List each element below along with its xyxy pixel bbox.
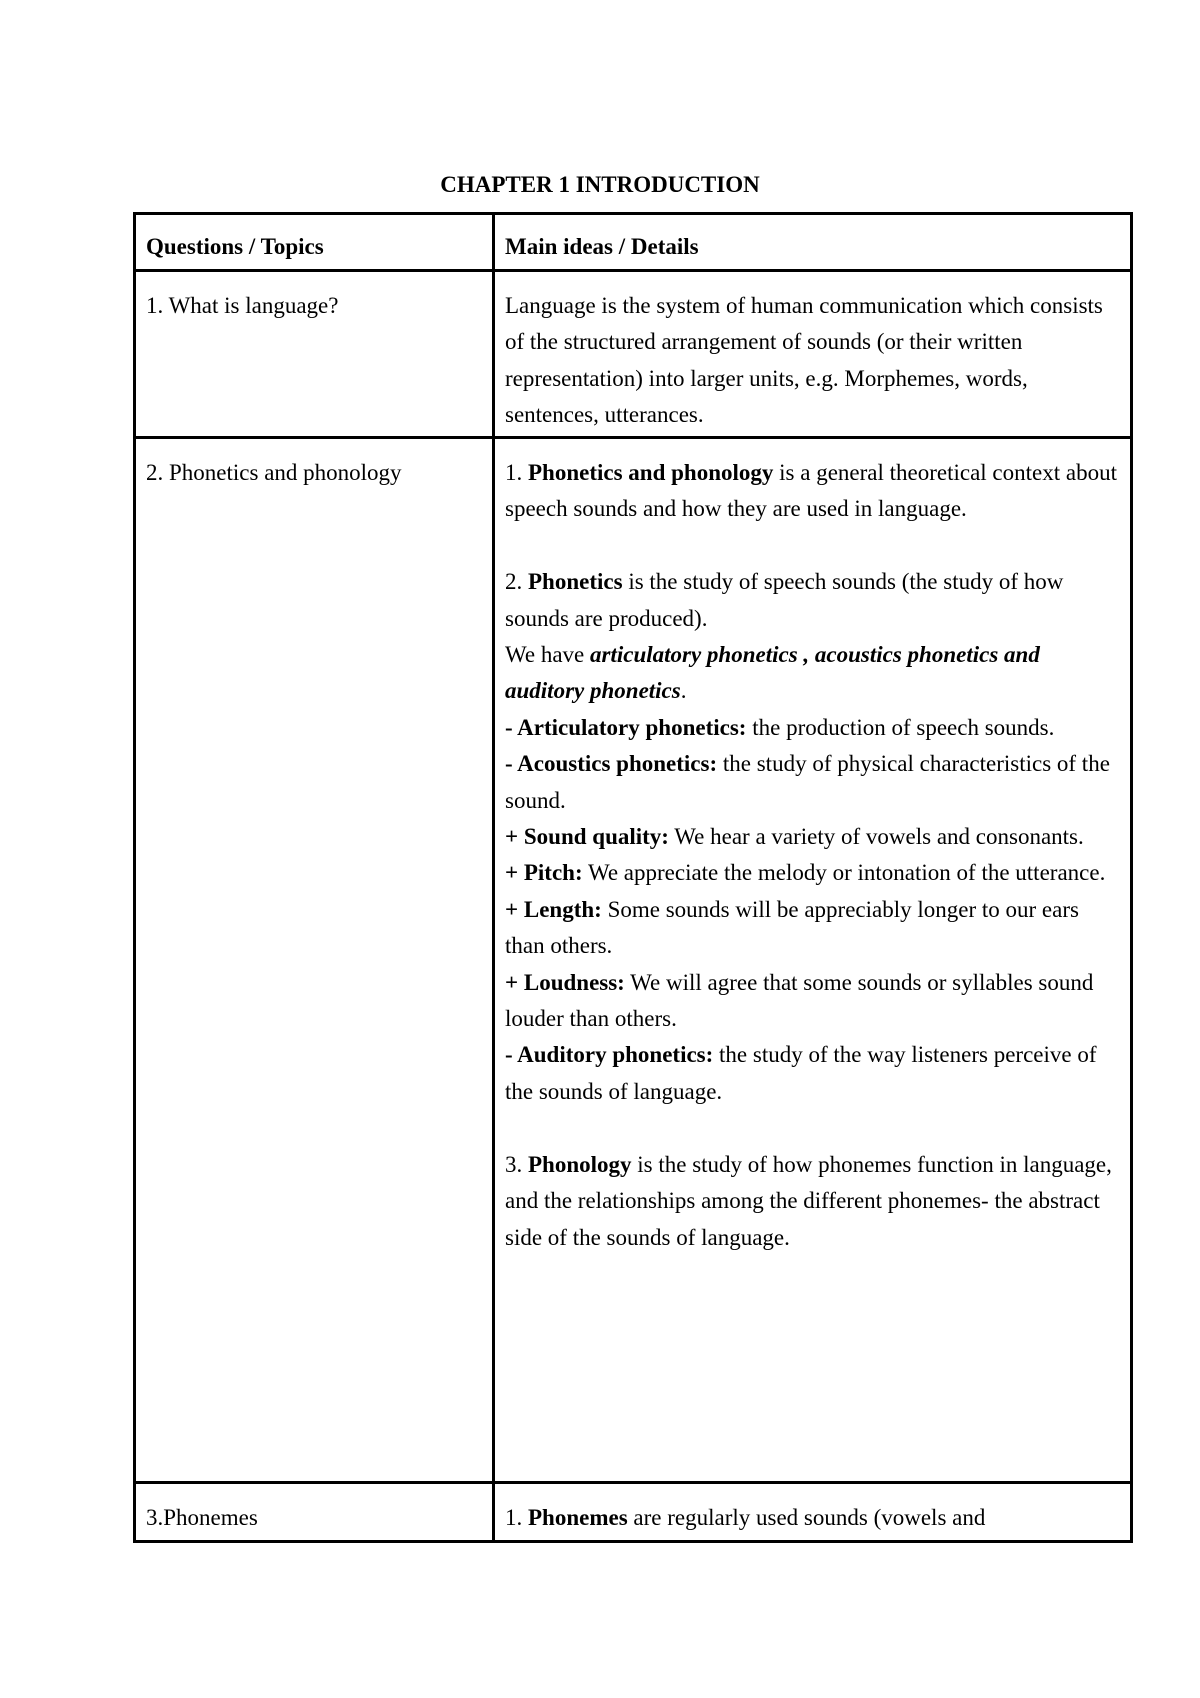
details-cell bbox=[494, 1483, 1132, 1542]
phonetics-types-line: We have articulatory phonetics , acoustics phonetics and auditory phonetics. bbox=[505, 642, 1040, 704]
table-header-row bbox=[135, 214, 1132, 271]
table-row bbox=[135, 271, 1132, 438]
topic-cell: 3.Phonemes bbox=[135, 1483, 494, 1542]
term: Phonetics bbox=[528, 569, 623, 595]
notes-table bbox=[133, 212, 1133, 1543]
details-cell bbox=[494, 438, 1132, 1483]
phonemes-paragraph: 1. Phonemes are regularly used sounds (vowels and bbox=[505, 1505, 986, 1530]
header-main-ideas-details: Main ideas / Details bbox=[494, 214, 1132, 271]
phonetics-paragraph: 2. Phonetics is the study of speech sounds (the study of how sounds are produced). bbox=[505, 569, 1064, 631]
phonetics-phonology-paragraph: 1. Phonetics and phonology is a general theoretical context about speech sounds and how they are used in language. bbox=[505, 460, 1117, 522]
term: Phonetics and phonology bbox=[528, 460, 774, 485]
topic-cell: 2. Phonetics and phonology bbox=[135, 438, 494, 1483]
pitch-item: + Pitch: We appreciate the melody or intonation of the utterance. bbox=[505, 860, 1106, 886]
term: Phonemes bbox=[528, 1505, 628, 1530]
phonetics-types-terms: articulatory phonetics , acoustics phonetics and auditory phonetics bbox=[505, 642, 1040, 704]
term: Phonology bbox=[528, 1151, 632, 1177]
phonology-paragraph: 3. Phonology is the study of how phonemes function in language, and the relationships among the different phonemes- the abstract side of the sounds of language. bbox=[505, 1151, 1112, 1250]
length-item: + Length: Some sounds will be appreciably longer to our ears than others. bbox=[505, 896, 1079, 959]
loudness-item: + Loudness: We will agree that some sounds or syllables sound louder than others. bbox=[505, 969, 1094, 1032]
articulatory-phonetics-item: - Articulatory phonetics: the production of speech sounds. bbox=[505, 714, 1055, 740]
details-cell bbox=[494, 271, 1132, 438]
topic-cell: 1. What is language? bbox=[135, 271, 494, 438]
sound-quality-item: + Sound quality: We hear a variety of vowels and consonants. bbox=[505, 824, 1084, 850]
acoustics-phonetics-item: - Acoustics phonetics: the study of physical characteristics of the sound. bbox=[505, 751, 1110, 813]
table-row bbox=[135, 438, 1132, 1483]
table-row bbox=[135, 1483, 1132, 1542]
page-title: CHAPTER 1 INTRODUCTION bbox=[440, 172, 760, 197]
language-definition: Language is the system of human communication which consists of the structured arrangement of sounds (or their written representation) into larger units, e.g. Morphemes, words, sentences, utterances. bbox=[505, 293, 1103, 428]
auditory-phonetics-item: - Auditory phonetics: the study of the way listeners perceive of the sounds of language. bbox=[505, 1042, 1097, 1104]
header-questions-topics: Questions / Topics bbox=[135, 214, 494, 271]
